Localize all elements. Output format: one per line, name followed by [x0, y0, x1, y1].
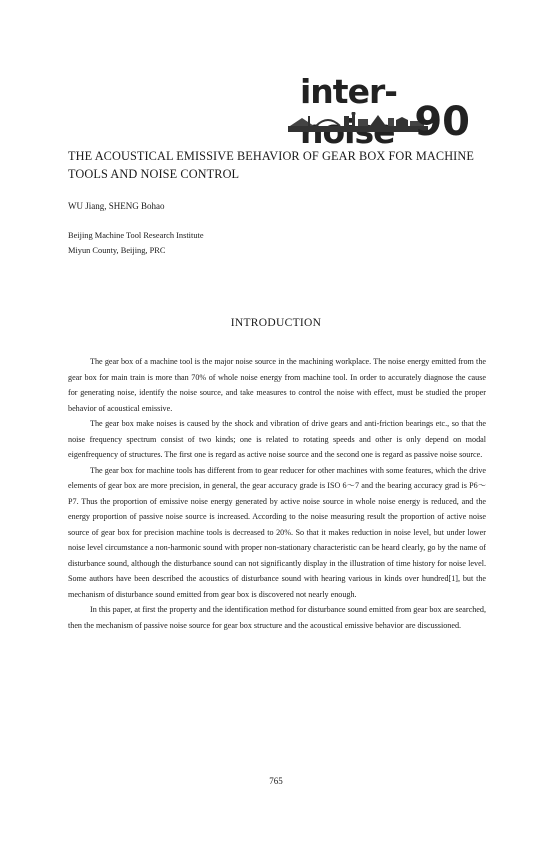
paper-title [68, 147, 498, 183]
paragraph: In this paper, at first the property and the identification method for disturbance sound emitted from gear box are searched, then the mechanism of passive noise source for gear box structure and the acoustical emissive behavior are discussioned. [68, 605, 486, 630]
paragraph: The gear box make noises is caused by the shock and vibration of drive gears and anti-friction bearings etc., so that the noise frequency spectrum consist of two kinds; one is related to rotating speeds and other is only depend on modal eigenfrequency of structures. The first one is regard as active noise source and the second one is regard as passive noise source. [68, 419, 486, 459]
section-heading: INTRODUCTION [230, 317, 322, 329]
page-number: 765 [269, 776, 283, 786]
title-line: TOOLS AND NOISE CONTROL [68, 167, 240, 181]
authors: WU Jiang, SHENG Bohao [68, 201, 165, 211]
logo-text: inter- [300, 72, 397, 111]
affiliation-line: Beijing Machine Tool Research Institute [68, 231, 204, 240]
logo-number: 90 [414, 99, 470, 145]
affiliation [68, 229, 204, 258]
affiliation-line: Miyun County, Beijing, PRC [68, 245, 166, 255]
conference-logo [288, 72, 474, 145]
paragraph: The gear box for machine tools has different from to gear reducer for other machines with some features, which the drive elements of gear box are more precision, in general, the gear accuracy grade is ISO 6～7 and the bearing accuracy grad is P6～P7. Thus the proportion of emissive noise energy generated by active noise source in whole noise energy is reduced, and the energy proportion of passive noise source is increased. According to the noise measuring result the proportion of active noise source of gear box for precision machine tools is decreased to 20%. So that it makes reduction in noise level, but under lower noise level circumstance a non-harmonic sound with proper non-stationary characteristic can be heard clearly, go by the name of disturbance sound, although the disturbance sound can not significantly display in the illustration of time history for noise level. Some authors have been described the acoustics of disturbance sound with hearing various in kinds over hundred[1], but the mechanism of disturbance sound emitted from gear box is discovered not nearly enough. [68, 465, 486, 599]
title-line: THE ACOUSTICAL EMISSIVE BEHAVIOR OF GEAR BOX FOR MACHINE [68, 149, 474, 163]
skyline-icon [288, 112, 428, 134]
paragraph: The gear box of a machine tool is the major noise source in the machining workplace. The noise energy emitted from the gear box for main train is more than 70% of whole noise energy from machine tool. In order to accurately diagnose the cause for generating noise, identify the noise source, and take measures to control the noise with effect, must be studied the proper behavior of acoustical emissive. [68, 357, 486, 413]
body-text [68, 354, 486, 633]
